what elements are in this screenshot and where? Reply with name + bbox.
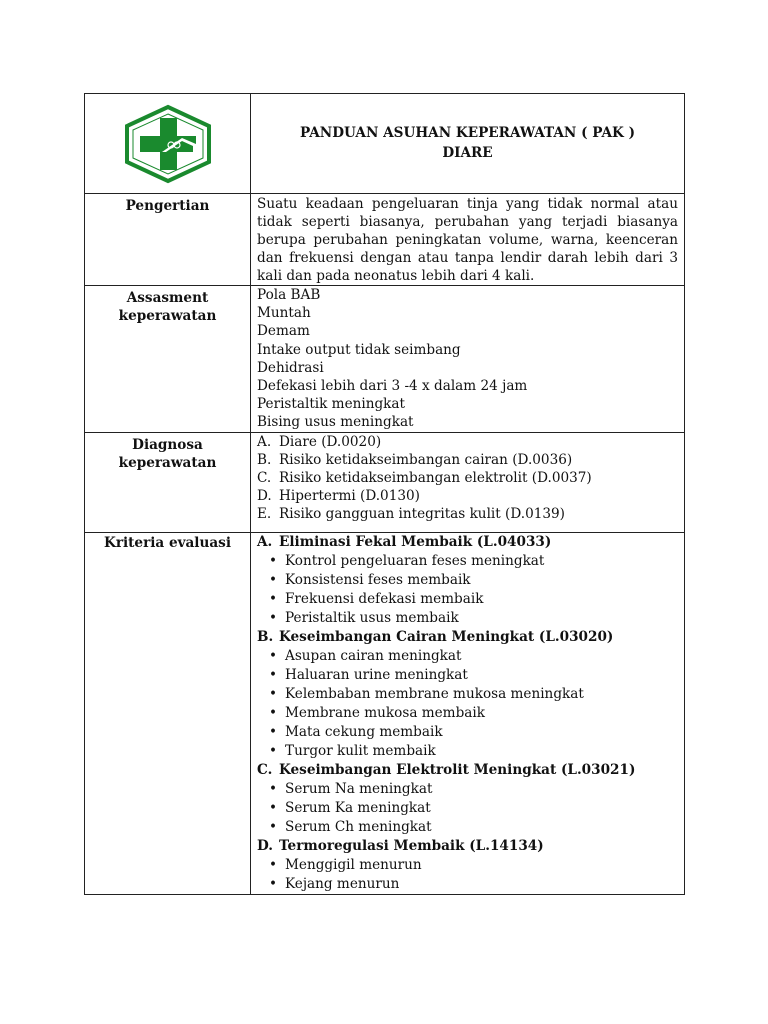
diagnosa-item: A. Diare (D.0020) — [257, 433, 382, 450]
kriteria-bullet-list — [257, 780, 678, 837]
logo-cell — [85, 94, 251, 194]
diagnosa-label-line2: keperawatan — [118, 454, 217, 471]
kriteria-bullet: • Serum Na meningkat — [269, 780, 433, 797]
kriteria-bullet-list — [257, 856, 678, 894]
green-cross-hexagon-logo-icon — [122, 104, 214, 184]
kriteria-bullet: • Membrane mukosa membaik — [269, 704, 485, 721]
kriteria-bullet: • Frekuensi defekasi membaik — [269, 590, 484, 607]
kriteria-section-title: B. Keseimbangan Cairan Meningkat (L.03020) — [257, 628, 614, 645]
title-cell — [251, 94, 685, 194]
diagnosa-item: B. Risiko ketidakseimbangan cairan (D.0036) — [257, 451, 573, 468]
diagnosa-list-cell — [251, 432, 685, 532]
document-title: PANDUAN ASUHAN KEPERAWATAN ( PAK ) — [299, 125, 636, 141]
diagnosa-item: C. Risiko ketidakseimbangan elektrolit (D.0037) — [257, 470, 592, 487]
assesment-label — [85, 286, 251, 433]
kriteria-bullet: • Kelembaban membrane mukosa meningkat — [269, 685, 584, 702]
diagnosa-list — [257, 433, 678, 524]
assesment-row — [85, 286, 685, 433]
diagnosa-item: D. Hipertermi (D.0130) — [257, 488, 420, 505]
kriteria-bullet-list — [257, 552, 678, 628]
pengertian-row — [85, 194, 685, 286]
assesment-item: Pola BAB — [257, 287, 321, 303]
kriteria-section-title: D. Termoregulasi Membaik (L.14134) — [257, 837, 544, 854]
kriteria-label: Kriteria evaluasi — [85, 532, 251, 894]
pengertian-value — [251, 194, 685, 286]
document-subtitle: DIARE — [442, 145, 493, 161]
kriteria-bullet: • Mata cekung membaik — [269, 723, 443, 740]
kriteria-row — [85, 532, 685, 894]
assesment-label-line1: Assasment — [126, 290, 209, 306]
kriteria-bullet: • Turgor kulit membaik — [269, 742, 436, 759]
assesment-item: Demam — [257, 323, 310, 340]
kriteria-bullet: • Peristaltik usus membaik — [269, 609, 459, 626]
diagnosa-label-line1: Diagnosa — [132, 436, 203, 453]
assesment-item: Dehidrasi — [257, 359, 324, 376]
kriteria-bullet: • Konsistensi feses membaik — [269, 571, 471, 588]
assesment-item: Muntah — [257, 305, 311, 322]
assesment-item: Defekasi lebih dari 3 -4 x dalam 24 jam — [257, 378, 528, 395]
assesment-item: Intake output tidak seimbang — [257, 341, 461, 358]
kriteria-bullet: • Haluaran urine meningkat — [269, 666, 468, 683]
assesment-list — [251, 286, 685, 433]
kriteria-bullet: • Menggigil menurun — [269, 856, 422, 873]
diagnosa-row — [85, 432, 685, 532]
assesment-item: Bising usus meningkat — [257, 414, 414, 431]
kriteria-bullet: • Serum Ch meningkat — [269, 818, 432, 835]
kriteria-bullet-list — [257, 647, 678, 761]
header-row — [85, 94, 685, 194]
kriteria-section-title: A. Eliminasi Fekal Membaik (L.04033) — [257, 533, 552, 550]
pengertian-text: Suatu keadaan pengeluaran tinja yang tidak normal atau tidak seperti biasanya, perubahan yang terjadi biasanya berupa perubahan peningkatan volume, warna, keenceran dan frekuensi dengan atau tanpa lendir darah lebih dari 3 kali dan pada neonatus lebih dari 4 kali. — [257, 196, 678, 284]
kriteria-bullet: • Kontrol pengeluaran feses meningkat — [269, 552, 545, 569]
care-guide-table — [84, 93, 685, 895]
diagnosa-item: E. Risiko gangguan integritas kulit (D.0139) — [257, 506, 565, 523]
assesment-item: Peristaltik meningkat — [257, 396, 405, 413]
kriteria-bullet: • Serum Ka meningkat — [269, 799, 431, 816]
diagnosa-label — [85, 432, 251, 532]
kriteria-cell — [251, 532, 685, 894]
assesment-label-line2: keperawatan — [118, 308, 217, 324]
kriteria-bullet: • Kejang menurun — [269, 875, 400, 892]
kriteria-section-title: C. Keseimbangan Elektrolit Meningkat (L.03021) — [257, 761, 636, 778]
kriteria-bullet: • Asupan cairan meningkat — [269, 647, 462, 664]
pengertian-label: Pengertian — [85, 194, 251, 286]
